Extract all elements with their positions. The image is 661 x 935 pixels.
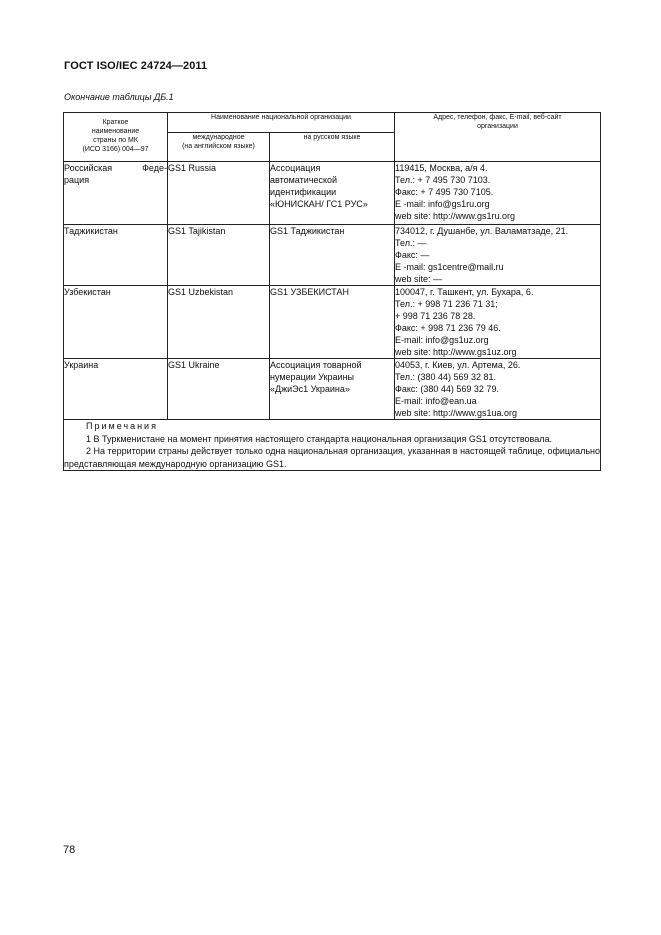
- cell-international: GS1 Tajikistan: [168, 225, 270, 286]
- cell-address-line: web site: http://www.gs1ru.org: [395, 211, 516, 221]
- cell-country: [64, 162, 168, 225]
- notes-row: [64, 420, 601, 471]
- cell-russian-line: нумерации Украины: [270, 372, 355, 382]
- cell-address: [395, 225, 601, 286]
- header-russian: на русском языке: [270, 133, 395, 162]
- cell-address-line: Факс: + 998 71 236 79 46.: [395, 323, 501, 333]
- header-country-line: (ИСО 3166) 004—97: [82, 146, 149, 153]
- cell-address-line: Тел.: + 998 71 236 71 31;: [395, 299, 498, 309]
- header-international: [168, 133, 270, 162]
- table-row: [64, 359, 601, 420]
- cell-address-line: 119415, Москва, а/я 4.: [395, 163, 488, 173]
- header-country-line: Краткое: [102, 119, 129, 126]
- table-notes: [64, 420, 601, 471]
- cell-russian: [270, 359, 395, 420]
- document-header-title: ГОСТ ISO/IEC 24724—2011: [64, 60, 208, 72]
- cell-address-line: Факс: —: [395, 250, 430, 260]
- note-item: 2 На территории страны действует только одна национальная организация, указанная в настоящей таблице, официально представляющая международную организацию GS1.: [64, 446, 600, 469]
- cell-country: [64, 225, 168, 286]
- cell-russian-line: идентификации: [270, 187, 337, 197]
- cell-address-line: E -mail: info@gs1ru.org: [395, 199, 490, 209]
- cell-address-line: E-mail: info@gs1uz.org: [395, 335, 489, 345]
- header-international-line: (на английском языке): [182, 143, 255, 150]
- cell-russian-line: «ДжиЭс1 Украина»: [270, 384, 350, 394]
- header-country: [64, 113, 168, 162]
- notes-title: Примечания: [86, 421, 158, 431]
- cell-address: [395, 162, 601, 225]
- page-number: 78: [63, 844, 76, 856]
- cell-international: GS1 Russia: [168, 162, 270, 225]
- cell-address-line: Тел.: (380 44) 569 32 81.: [395, 372, 497, 382]
- cell-address-line: + 998 71 236 78 28.: [395, 311, 476, 321]
- cell-russian: [270, 286, 395, 359]
- cell-russian-line: GS1 Таджикистан: [270, 226, 345, 236]
- cell-country: [64, 359, 168, 420]
- organizations-table: [63, 112, 601, 471]
- cell-russian-line: автоматической: [270, 175, 338, 185]
- table-row: [64, 225, 601, 286]
- cell-russian: [270, 162, 395, 225]
- cell-country-line: Таджикистан: [64, 226, 118, 236]
- cell-address-line: 100047, г. Ташкент, ул. Бухара, 6.: [395, 287, 534, 297]
- table-row: [64, 162, 601, 225]
- cell-address-line: 734012, г. Душанбе, ул. Валаматзаде, 21.: [395, 226, 569, 236]
- cell-address-line: web site: —: [395, 274, 443, 284]
- cell-address-line: E-mail: info@ean.ua: [395, 396, 477, 406]
- cell-international: GS1 Ukraine: [168, 359, 270, 420]
- cell-country-line: Российская Феде-: [64, 163, 167, 173]
- cell-address-line: web site: http://www.gs1ua.org: [395, 408, 518, 418]
- cell-russian: [270, 225, 395, 286]
- cell-address-line: E -mail: gs1centre@mail.ru: [395, 262, 504, 272]
- cell-russian-line: GS1 УЗБЕКИСТАН: [270, 287, 349, 297]
- cell-country: [64, 286, 168, 359]
- header-address: [395, 113, 601, 162]
- cell-russian-line: «ЮНИСКАН/ ГС1 РУС»: [270, 199, 368, 209]
- header-national-organization: Наименование национальной организации: [168, 113, 395, 133]
- cell-address-line: Тел.: —: [395, 238, 427, 248]
- cell-country-line: рация: [64, 175, 90, 185]
- header-address-line: Адрес, телефон, факс, E-mail, веб-сайт: [433, 114, 562, 121]
- cell-russian-line: Ассоциация товарной: [270, 360, 362, 370]
- cell-russian-line: Ассоциация: [270, 163, 321, 173]
- cell-address-line: Факс: (380 44) 569 32 79.: [395, 384, 499, 394]
- header-country-line: наименование: [91, 128, 140, 135]
- table-row: [64, 286, 601, 359]
- cell-country-line: Украина: [64, 360, 99, 370]
- cell-address: [395, 286, 601, 359]
- cell-address-line: 04053, г. Киев, ул. Артема, 26.: [395, 360, 521, 370]
- header-country-line: страны по МК: [93, 137, 138, 144]
- table-caption: Окончание таблицы ДБ.1: [64, 92, 174, 102]
- header-address-line: организации: [477, 123, 518, 130]
- header-international-line: международное: [192, 134, 245, 141]
- cell-address-line: Тел.: + 7 495 730 7103.: [395, 175, 491, 185]
- cell-country-line: Узбекистан: [64, 287, 111, 297]
- cell-international: GS1 Uzbekistan: [168, 286, 270, 359]
- cell-address-line: web site: http://www.gs1uz.org: [395, 347, 517, 357]
- cell-address: [395, 359, 601, 420]
- note-item: 1 В Туркменистане на момент принятия настоящего стандарта национальная организация GS1 отсутствовала.: [86, 433, 552, 444]
- cell-address-line: Факс: + 7 495 730 7105.: [395, 187, 494, 197]
